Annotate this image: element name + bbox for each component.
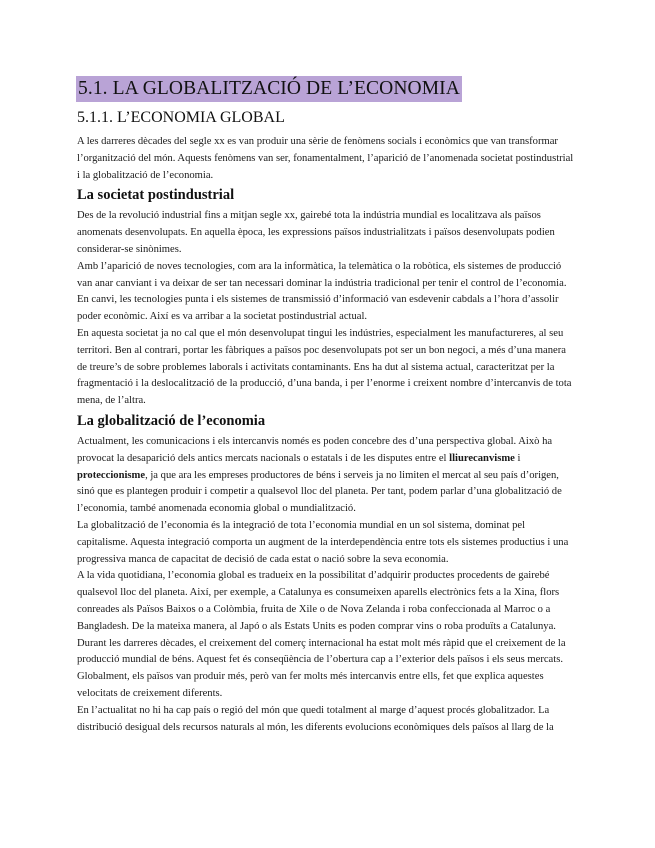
globalization-heading: La globalització de l’economia <box>77 412 266 429</box>
globalization-paragraph-5: En l’actualitat no hi ha cap país o regió del món que quedi totalment al marge d’aquest procés globalitzador. La distribució desigual dels recursos naturals al món, les diferents evolucions econòmiques dels països al llarg de la <box>77 704 554 733</box>
globalization-p1-text-d: , ja que ara les empreses productores de béns i serveis ja no limiten el mercat al seu país d’origen, sinó que es plantegen produir i competir a qualsevol lloc del planeta. Per tant, podem parlar d’una globalització de l’economia, també anomenada economia global o mundialització. <box>77 469 562 515</box>
postindustrial-paragraph-3: En aquesta societat ja no cal que el món desenvolupat tingui les indústries, especialment les manufactureres, al seu territori. Ben al contrari, portar les fàbriques a països poc desenvolupats pot ser un bon negoci, a més d’una manera de treure’s de sobre problemes laborals i activitats contaminants. Ens ha dut al sistema actual, caracteritzat per la fragmentació i la deslocalització de la producció, d’una banda, i per l’enorme i creixent nombre d’intercanvis de tota mena, de l’altra. <box>77 327 572 407</box>
globalization-paragraph-3: A la vida quotidiana, l’economia global es tradueix en la possibilitat d’adquirir productes procedents de gairebé qualsevol lloc del planeta. Així, per exemple, a Catalunya es consumeixen aparells electrònics fets a la Xina, flors conreades als Països Baixos o a Colòmbia, fruita de Xile o de Nova Zelanda i roba confeccionada al Marroc o a Bangladesh. De la mateixa manera, al Japó o als Estats Units es poden comprar vins o roba produïts a Catalunya. <box>77 570 560 632</box>
subsection-title: 5.1.1. L’ECONOMIA GLOBAL <box>77 109 285 126</box>
globalization-paragraph-4: Durant les darreres dècades, el creixement del comerç internacional ha estat molt més ràpid que el creixement de la producció mundial de béns. Aquest fet és conseqüència de l’obertura cap a l’exterior dels països i els seus mercats. Globalment, els països van produir més, però van fer molts més intercanvis entre ells, fet que explica aquestes velocitats de creixement diferents. <box>77 637 566 699</box>
globalization-p1-text-a: Actualment, les comunicacions i els intercanvis només es poden concebre des d’una perspectiva global. Això ha provocat la desaparició dels antics mercats nacionals o estatals i de les disputes entre el <box>77 435 553 464</box>
term-lliurecanvisme: lliurecanvisme <box>449 452 515 464</box>
globalization-paragraph-1 <box>77 434 575 518</box>
postindustrial-heading: La societat postindustrial <box>77 187 235 204</box>
postindustrial-paragraph-2: Amb l’aparició de noves tecnologies, com ara la informàtica, la telemàtica o la robòtica, els sistemes de producció van anar canviant i va deixar de ser tan necessari dominar la indústria tradicional per tenir el control de l’economia. En canvi, les tecnologies punta i els sistemes de transmissió d’informació van esdevenir cabdals a l’hora d’assolir poder econòmic. Així es va arribar a la societat postindustrial actual. <box>77 260 567 323</box>
globalization-paragraph-2: La globalització de l’economia és la integració de tota l’economia mundial en un sol sistema, dominat pel capitalisme. Aquesta integració comporta un augment de la interdependència entre tots els sistemes productius i una progressiva manca de capacitat de decisió de cada estat o nació sobre la seva economia. <box>77 519 569 565</box>
section-title: 5.1. LA GLOBALITZACIÓ DE L’ECONOMIA <box>76 76 462 102</box>
term-proteccionisme: proteccionisme <box>77 469 146 481</box>
globalization-p1-text-c: i <box>514 452 521 464</box>
intro-paragraph: A les darreres dècades del segle xx es van produir una sèrie de fenòmens socials i econòmics que van transformar l’organització del món. Aquests fenòmens van ser, fonamentalment, l’aparició de l’anomenada societat postindustrial i la globalització de l’economia. <box>77 136 574 181</box>
postindustrial-paragraph-1: Des de la revolució industrial fins a mitjan segle xx, gairebé tota la indústria mundial es localitzava als països anomenats desenvolupats. En aquella època, les expressions països industrialitzats i països desenvolupats podien considerar-se sinònimes. <box>77 210 555 255</box>
